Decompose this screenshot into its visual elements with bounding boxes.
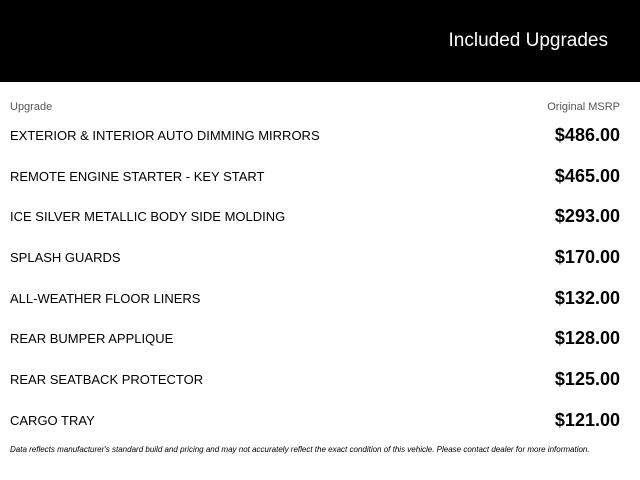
upgrade-price: $465.00 xyxy=(554,165,620,186)
upgrade-price: $132.00 xyxy=(554,287,620,308)
table-row xyxy=(10,115,620,156)
header-bar xyxy=(0,0,640,82)
upgrade-price: $170.00 xyxy=(554,246,620,267)
upgrade-name: ICE SILVER METALLIC BODY SIDE MOLDING xyxy=(10,209,286,225)
upgrade-price: $293.00 xyxy=(554,206,620,227)
table-row xyxy=(10,156,620,197)
table-row xyxy=(10,278,620,319)
upgrade-price: $121.00 xyxy=(554,409,620,430)
upgrade-price: $486.00 xyxy=(554,124,620,145)
page-title: Included Upgrades xyxy=(448,30,608,51)
upgrade-name: EXTERIOR & INTERIOR AUTO DIMMING MIRRORS xyxy=(10,127,320,143)
upgrade-name: CARGO TRAY xyxy=(10,412,95,428)
table-header xyxy=(10,100,620,114)
table-row xyxy=(10,237,620,278)
disclaimer-footnote: Data reflects manufacturer's standard build and pricing and may not accurately reflect the exact condition of this vehicle. Please contact dealer for more information. xyxy=(10,445,590,454)
table-row xyxy=(10,359,620,400)
table-row xyxy=(10,196,620,237)
upgrade-name: REAR BUMPER APPLIQUE xyxy=(10,331,174,347)
table-row xyxy=(10,318,620,359)
upgrade-name: REMOTE ENGINE STARTER - KEY START xyxy=(10,168,265,184)
table-row xyxy=(10,400,620,441)
column-header-upgrade: Upgrade xyxy=(10,101,53,113)
upgrade-name: ALL-WEATHER FLOOR LINERS xyxy=(10,290,201,306)
upgrade-price: $125.00 xyxy=(554,368,620,389)
column-header-msrp: Original MSRP xyxy=(547,101,620,113)
upgrade-price: $128.00 xyxy=(554,328,620,349)
upgrades-list xyxy=(10,115,620,441)
upgrade-name: REAR SEATBACK PROTECTOR xyxy=(10,371,204,387)
upgrade-name: SPLASH GUARDS xyxy=(10,249,121,265)
